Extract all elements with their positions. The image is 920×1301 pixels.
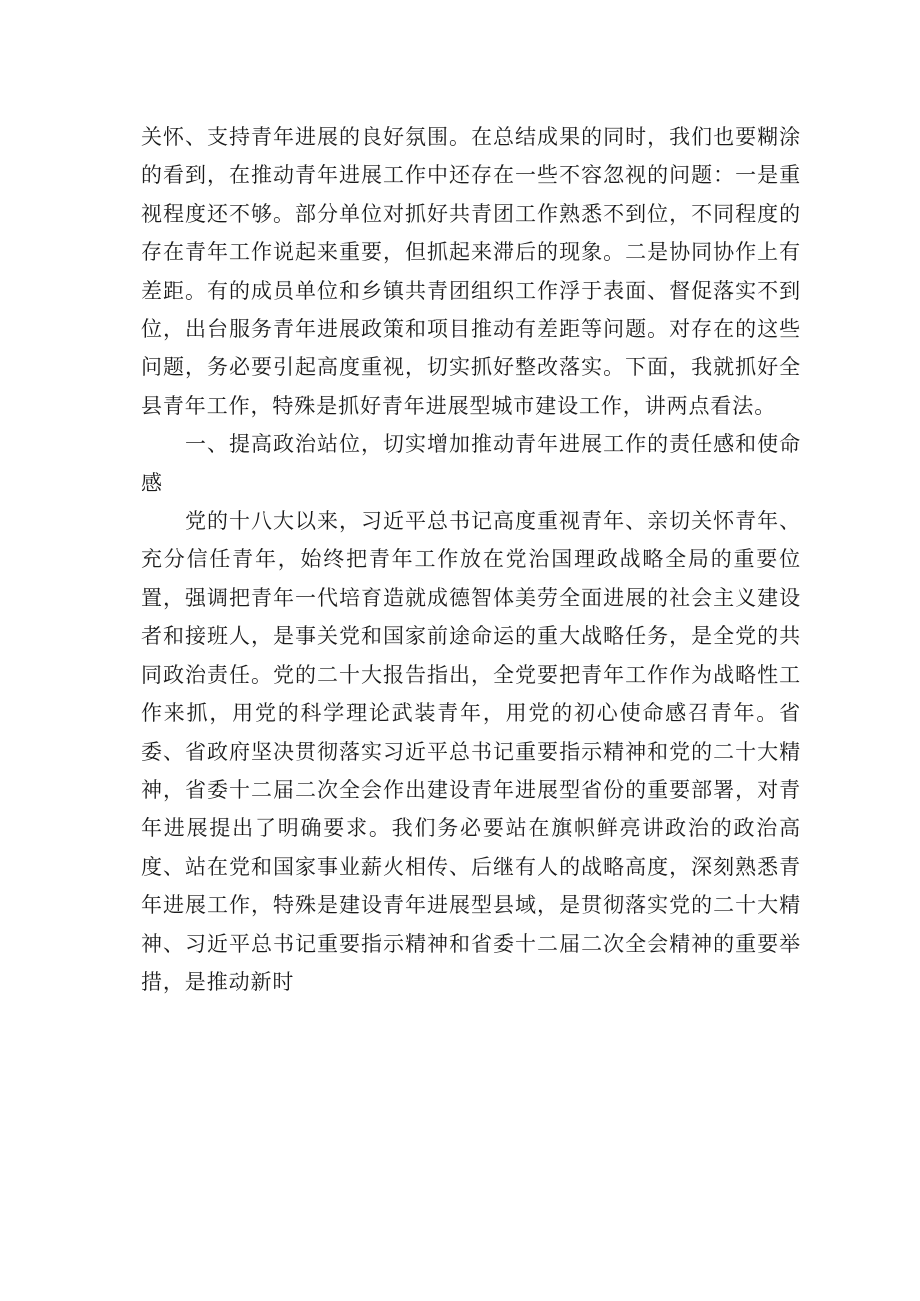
paragraph-section-1: 党的十八大以来，习近平总书记高度重视青年、亲切关怀青年、充分信任青年，始终把青年工作放在党治国理政战略全局的重要位置，强调把青年一代培育造就成德智体美劳全面进展的社会主义建设者和接班人，是事关党和国家前途命运的重大战略任务，是全党的共同政治责任。党的二十大报告指出，全党要把青年工作作为战略性工作来抓，用党的科学理论武装青年，用党的初心使命感召青年。省委、省政府坚决贯彻落实习近平总书记重要指示精神和党的二十大精神，省委十二届二次全会作出建设青年进展型省份的重要部署，对青年进展提出了明确要求。我们务必要站在旗帜鲜亮讲政治的政治高度、站在党和国家事业薪火相传、后继有人的战略高度，深刻熟悉青年进展工作，特殊是建设青年进展型县域，是贯彻落实党的二十大精神、习近平总书记重要指示精神和省委十二届二次全会精神的重要举措，是推动新时 xyxy=(141,509,801,994)
section-heading-1: 一、提高政治站位，切实增加推动青年进展工作的责任感和使命感 xyxy=(141,432,801,495)
paragraph-intro: 关怀、支持青年进展的良好氛围。在总结成果的同时，我们也要糊涂的看到，在推动青年进展工作中还存在一些不容忽视的问题：一是重视程度还不够。部分单位对抓好共青团工作熟悉不到位，不同程度的存在青年工作说起来重要，但抓起来滞后的现象。二是协同协作上有差距。有的成员单位和乡镇共青团组织工作浮于表面、督促落实不到位，出台服务青年进展政策和项目推动有差距等问题。对存在的这些问题，务必要引起高度重视，切实抓好整改落实。下面，我就抓好全县青年工作，特殊是抓好青年进展型城市建设工作，讲两点看法。 xyxy=(141,125,801,418)
body-text xyxy=(141,118,801,1001)
